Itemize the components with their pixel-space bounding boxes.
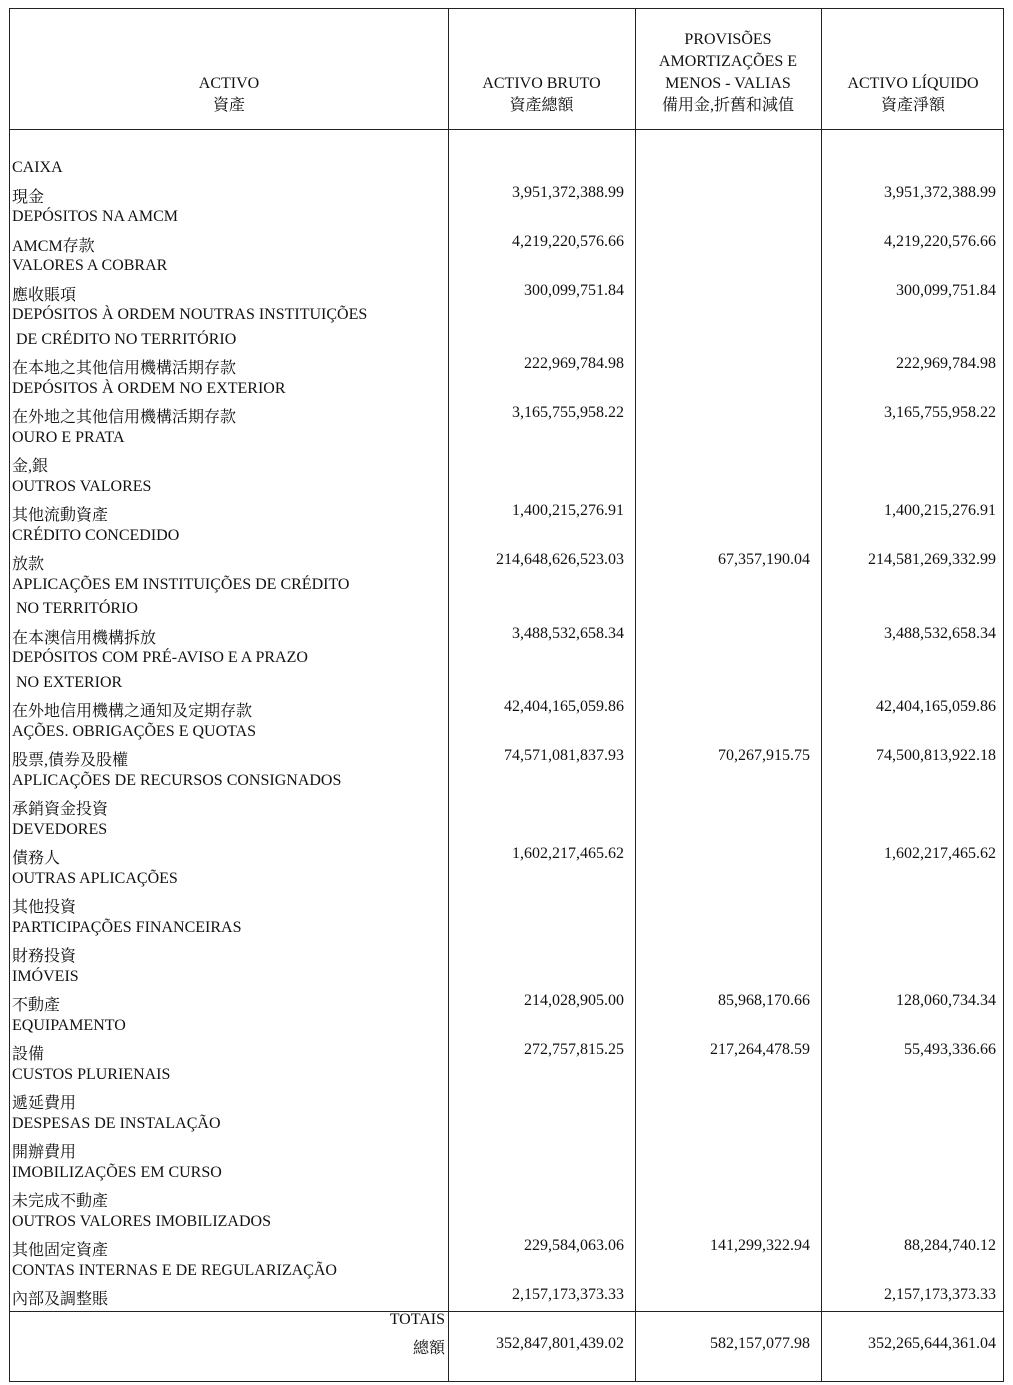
table-row	[10, 696, 1003, 721]
table-row	[10, 1186, 1003, 1211]
row-label: 在外地之其他信用機構活期存款	[12, 409, 237, 426]
row-label: 股票,債券及股權	[12, 752, 129, 769]
row-label: 未完成不動產	[12, 1193, 109, 1210]
cell-activo-liquido: 128,060,734.34	[896, 992, 996, 1009]
row-label: IMOBILIZAÇÕES EM CURSO	[12, 1163, 222, 1181]
table-row	[10, 280, 1003, 305]
header-rule	[10, 129, 1003, 130]
cell-activo-bruto: 4,219,220,576.66	[512, 232, 624, 250]
cell-activo-liquido: 3,165,755,958.22	[884, 404, 996, 421]
row-label: EQUIPAMENTO	[12, 1016, 126, 1034]
cell-activo-liquido: 214,581,269,332.99	[868, 551, 996, 568]
cell-activo-bruto: 42,404,165,059.86	[504, 698, 624, 715]
cell-activo-liquido: 88,284,740.12	[904, 1237, 996, 1254]
row-label: 在本地之其他信用機構活期存款	[12, 360, 237, 377]
table-row	[10, 476, 1003, 501]
row-label: NO TERRITÓRIO	[16, 600, 138, 617]
row-label: OUTRAS APLICAÇÕES	[12, 869, 178, 887]
cell-activo-liquido: 42,404,165,059.86	[876, 698, 996, 715]
cell-activo-bruto: 214,028,905.00	[524, 992, 624, 1009]
table-row	[10, 990, 1003, 1015]
table-row	[10, 427, 1003, 452]
table-row	[10, 1015, 1003, 1040]
row-label: 金,銀	[12, 458, 49, 475]
table-row	[10, 255, 1003, 280]
table-row	[10, 647, 1003, 672]
row-label: PARTICIPAÇÕES FINANCEIRAS	[12, 918, 242, 936]
cell-activo-bruto: 3,951,372,388.99	[512, 183, 624, 201]
cell-activo-bruto: 1,602,217,465.62	[512, 845, 624, 862]
table-row	[10, 182, 1003, 207]
row-label: DEPÓSITOS À ORDEM NOUTRAS INSTITUIÇÕES	[12, 306, 368, 323]
row-label: OUTROS VALORES	[12, 477, 152, 495]
table-row	[10, 917, 1003, 942]
row-label: 內部及調整賬	[12, 1291, 109, 1308]
row-label: 承銷資金投資	[12, 801, 109, 818]
table-row	[10, 892, 1003, 917]
table-row	[10, 500, 1003, 525]
table-row	[10, 1088, 1003, 1113]
row-label: DEVEDORES	[12, 820, 108, 838]
cell-activo-bruto: 214,648,626,523.03	[496, 551, 624, 568]
row-label: AMCM存款	[12, 237, 95, 255]
row-label: DEPÓSITOS COM PRÉ-AVISO E A PRAZO	[12, 649, 308, 666]
row-label: CAIXA	[12, 159, 63, 176]
cell-provisoes: 67,357,190.04	[718, 551, 810, 568]
table-row	[10, 1137, 1003, 1162]
cell-activo-liquido: 1,602,217,465.62	[884, 845, 996, 862]
row-label: AÇÕES. OBRIGAÇÕES E QUOTAS	[12, 722, 257, 740]
row-label: 其他固定資產	[12, 1242, 109, 1259]
row-label: 不動產	[12, 997, 61, 1014]
table-row	[10, 157, 1003, 182]
table-row	[10, 1211, 1003, 1236]
row-label: 其他投資	[12, 899, 77, 916]
row-label: CONTAS INTERNAS E DE REGULARIZAÇÃO	[12, 1261, 337, 1279]
table-row	[10, 1039, 1003, 1064]
row-label: 開辦費用	[12, 1144, 77, 1161]
cell-activo-bruto: 272,757,815.25	[524, 1041, 624, 1058]
cell-activo-liquido: 4,219,220,576.66	[884, 232, 996, 250]
cell-activo-bruto: 1,400,215,276.91	[512, 502, 624, 519]
table-row	[10, 672, 1003, 697]
table-row	[10, 549, 1003, 574]
table-row	[10, 770, 1003, 795]
row-label: OUTROS VALORES IMOBILIZADOS	[12, 1212, 271, 1230]
cell-activo-liquido: 300,099,751.84	[896, 281, 996, 299]
table-row	[10, 598, 1003, 623]
table-row	[10, 378, 1003, 403]
row-label: 在本澳信用機構拆放	[12, 629, 157, 647]
cell-activo-liquido: 2,157,173,373.33	[884, 1286, 996, 1303]
cell-activo-liquido: 1,400,215,276.91	[884, 502, 996, 519]
table-row	[10, 206, 1003, 231]
row-label: CRÉDITO CONCEDIDO	[12, 526, 180, 544]
cell-provisoes: 85,968,170.66	[718, 992, 810, 1009]
header-provisoes: PROVISÕES AMORTIZAÇÕES E MENOS - VALIAS 備用金,折舊和減值	[658, 31, 798, 114]
row-label: CUSTOS PLURIENAIS	[12, 1065, 171, 1083]
table-row	[10, 304, 1003, 329]
totals-row	[10, 1311, 1003, 1381]
table-body	[10, 157, 1003, 1309]
totals-label-pt: TOTAIS	[389, 1311, 445, 1328]
table-row	[10, 868, 1003, 893]
row-label: APLICAÇÕES DE RECURSOS CONSIGNADOS	[12, 771, 342, 789]
table-row	[10, 819, 1003, 844]
totals-bruto: 352,847,801,439.02	[496, 1335, 624, 1352]
table-row	[10, 966, 1003, 991]
totals-provisoes: 582,157,077.98	[710, 1335, 810, 1352]
row-label: IMÓVEIS	[12, 967, 79, 985]
cell-activo-bruto: 229,584,063.06	[524, 1237, 624, 1254]
cell-activo-bruto: 222,969,784.98	[524, 355, 624, 372]
table-row	[10, 1235, 1003, 1260]
row-label: 財務投資	[12, 948, 77, 965]
cell-activo-bruto: 2,157,173,373.33	[512, 1286, 624, 1303]
table-row	[10, 843, 1003, 868]
cell-activo-bruto: 3,488,532,658.34	[512, 624, 624, 642]
table-row	[10, 525, 1003, 550]
row-label: DEPÓSITOS NA AMCM	[12, 208, 178, 225]
cell-activo-bruto: 74,571,081,837.93	[504, 747, 624, 764]
row-label: 應收賬項	[12, 286, 77, 304]
totals-label-zh: 總額	[412, 1340, 445, 1357]
cell-provisoes: 141,299,322.94	[710, 1237, 810, 1254]
row-label: 債務人	[12, 850, 61, 867]
table-row	[10, 1162, 1003, 1187]
cell-provisoes: 70,267,915.75	[718, 747, 810, 764]
cell-activo-liquido: 55,493,336.66	[904, 1041, 996, 1058]
table-row	[10, 794, 1003, 819]
table-row	[10, 721, 1003, 746]
row-label: DE CRÉDITO NO TERRITÓRIO	[16, 330, 237, 348]
row-label: 遞延費用	[12, 1095, 77, 1112]
row-label: 其他流動資產	[12, 507, 109, 524]
totals-liquido: 352,265,644,361.04	[868, 1335, 996, 1352]
header-activo-bruto: ACTIVO BRUTO 資產總額	[482, 75, 601, 114]
table-row	[10, 745, 1003, 770]
table-row	[10, 353, 1003, 378]
table-row	[10, 941, 1003, 966]
header-activo: ACTIVO 資產	[198, 75, 260, 114]
table-row	[10, 1064, 1003, 1089]
table-row	[10, 402, 1003, 427]
row-label: 現金	[12, 188, 45, 206]
cell-activo-liquido: 222,969,784.98	[896, 355, 996, 372]
cell-activo-bruto: 300,099,751.84	[524, 281, 624, 299]
row-label: OURO E PRATA	[12, 428, 125, 446]
balance-sheet-table	[9, 8, 1004, 1382]
table-row	[10, 329, 1003, 354]
row-label: 設備	[12, 1046, 45, 1063]
row-label: 在外地信用機構之通知及定期存款	[12, 703, 253, 720]
table-row	[10, 1113, 1003, 1138]
table-row	[10, 1260, 1003, 1285]
row-label: NO EXTERIOR	[16, 673, 123, 691]
row-label: DEPÓSITOS À ORDEM NO EXTERIOR	[12, 379, 286, 397]
cell-activo-bruto: 3,165,755,958.22	[512, 404, 624, 421]
row-label: 放款	[12, 556, 45, 573]
row-label: VALORES A COBRAR	[12, 257, 168, 274]
header-activo-liquido: ACTIVO LÍQUIDO 資產淨額	[847, 75, 979, 114]
table-row	[10, 451, 1003, 476]
cell-activo-liquido: 3,488,532,658.34	[884, 624, 996, 642]
cell-activo-liquido: 3,951,372,388.99	[884, 183, 996, 201]
table-row	[10, 1284, 1003, 1309]
table-row	[10, 623, 1003, 648]
table-row	[10, 574, 1003, 599]
cell-activo-liquido: 74,500,813,922.18	[876, 747, 996, 764]
cell-provisoes: 217,264,478.59	[710, 1041, 810, 1058]
row-label: DESPESAS DE INSTALAÇÃO	[12, 1114, 221, 1132]
row-label: APLICAÇÕES EM INSTITUIÇÕES DE CRÉDITO	[12, 575, 350, 593]
table-row	[10, 231, 1003, 256]
